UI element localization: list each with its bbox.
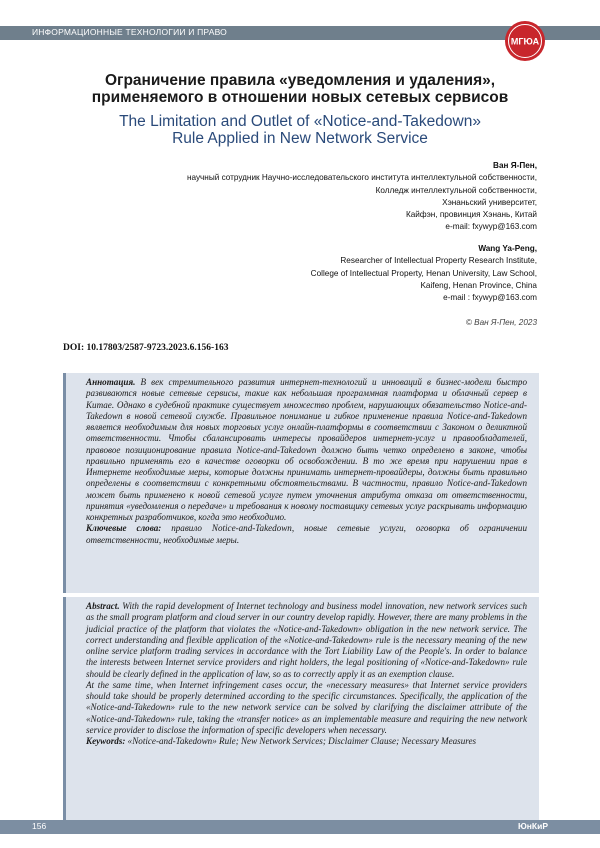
abstract-ru xyxy=(63,373,539,593)
author-ru-line: Колледж интеллектульной собственности, xyxy=(375,185,537,195)
abstract-ru-text xyxy=(86,377,527,523)
abstract-en xyxy=(63,597,539,820)
author-en-name: Wang Ya-Peng, xyxy=(478,244,537,253)
abstract-en-body: With the rapid development of Internet technology and business model innovation, new network services such as the small program platform and cloud server in our country develop rapidly. However, there are many problems in the judicial practice of the platform that violates the «Notice-and-Takedown» obligation in the new network service. The correct understanding and flexible application of the «Notice-and-Takedown» rule is the necessary meaning of the new online service platform trading services in accordance with the Tort Liability Law of the People's. In order to balance the interests between Internet service providers and right holders, the legal positioning of «Notice-and-Takedown» rule should be clearly defined in the application of law, so as to correctly apply it as an exemption clause. xyxy=(86,601,527,679)
author-ru-line: Хэнаньский университет, xyxy=(442,197,537,207)
title-ru-line: применяемого в отношении новых сетевых сервисов xyxy=(91,89,509,106)
author-en-block xyxy=(311,243,537,304)
author-en-line: Researcher of Intellectual Property Research Institute, xyxy=(340,256,537,266)
author-en-email[interactable]: e-mail : fxywyp@163.com xyxy=(443,293,537,303)
page-number: 156 xyxy=(32,821,47,831)
abstract-ru-body: В век стремительного развития интернет-технологий и инноваций в бизнес-модели быстро развиваются новые сетевые сервисы, такие как небольшая программная платформа и облачный сервер в Китае. Однако в судебной практике существует множество проблем, нарушающих обязательство Notice-and-Takedown в новой сетевой службе. Правильное понимание и гибкое применение правила Notice-and-Takedown является необходимым для новых торговых услуг онлайн-платформы в соответствии с Законом о деликтной ответственности. Чтобы сбалансировать интересы провайдеров интернет-услуг и правообладателей, правовое позиционирование правила Notice-and-Takedown должно быть четко определено в законе, чтобы правильно применять его в качестве оговорки об освобождении. В то же время при нарушении прав в Интернете необходимые меры, которые должны принимать интернет-провайдеры, должны быть правильно определены в соответствии с конкретными обстоятельствами. В частности, правило Notice-and-Takedown может быть применено к новой сетевой услуге путем уточнения атрибута отказа от ответственности, принятия «уведомления о передаче» и требования к новому поставщику сетевых услуг раскрывать информацию конкретных разработчиков, когда это необходимо. xyxy=(86,377,527,522)
abstract-en-text-2: At the same time, when Internet infringement cases occur, the «necessary measures» that Internet service providers should take should be properly determined according to the specific circumstances. Specifically, the application of the «Notice-and-Takedown» rule to the new network service can be solved by clarifying the disclaimer attribute of the «Notice-and-Takedown» rule, taking the «transfer notice» as an implementable measure and requiring the new network service provider to disclose the information of specific developers when necessary. xyxy=(86,679,527,735)
title-ru xyxy=(0,72,600,106)
copyright: © Ван Я-Пен, 2023 xyxy=(465,318,537,327)
doi[interactable]: DOI: 10.17803/2587-9723.2023.6.156-163 xyxy=(63,343,229,353)
author-en-line: Kaifeng, Henan Province, China xyxy=(420,280,537,290)
university-logo xyxy=(504,20,546,62)
keywords-en-text: «Notice-and-Takedown» Rule; New Network Services; Disclaimer Clause; Necessary Measures xyxy=(125,736,477,746)
section-title: ИНФОРМАЦИОННЫЕ ТЕХНОЛОГИИ И ПРАВО xyxy=(32,27,227,37)
journal-name: ЮнКиР xyxy=(518,821,548,831)
logo-text: МГЮА xyxy=(510,36,540,47)
footer-bar xyxy=(0,820,600,834)
abstract-ru-label: Аннотация. xyxy=(86,377,136,387)
author-ru-block xyxy=(187,160,537,234)
author-ru-line: Кайфэн, провинция Хэнань, Китай xyxy=(405,210,537,220)
title-en xyxy=(0,113,600,147)
author-ru-name: Ван Я-Пен, xyxy=(493,161,537,170)
title-ru-line: Ограничение правила «уведомления и удаления», xyxy=(104,72,496,89)
abstract-en-label: Abstract. xyxy=(86,601,120,611)
author-ru-email[interactable]: e-mail: fxywyp@163.com xyxy=(445,222,537,232)
keywords-en xyxy=(86,736,527,747)
abstract-en-text xyxy=(86,601,527,680)
title-en-line: Rule Applied in New Network Service xyxy=(172,130,428,147)
title-en-line: The Limitation and Outlet of «Notice-and-Takedown» xyxy=(119,113,481,130)
author-ru-line: научный сотрудник Научно-исследовательского института интеллектульной собственности, xyxy=(186,173,537,183)
keywords-ru-text: правило Notice-and-Takedown, новые сетевые услуги, оговорка об ограничении ответственности, необходимые меры. xyxy=(86,523,528,545)
keywords-ru-label: Ключевые слова: xyxy=(86,523,162,534)
author-en-line: College of Intellectual Property, Henan University, Law School, xyxy=(310,268,537,278)
keywords-en-label: Keywords: xyxy=(86,736,126,746)
keywords-ru xyxy=(86,523,527,546)
